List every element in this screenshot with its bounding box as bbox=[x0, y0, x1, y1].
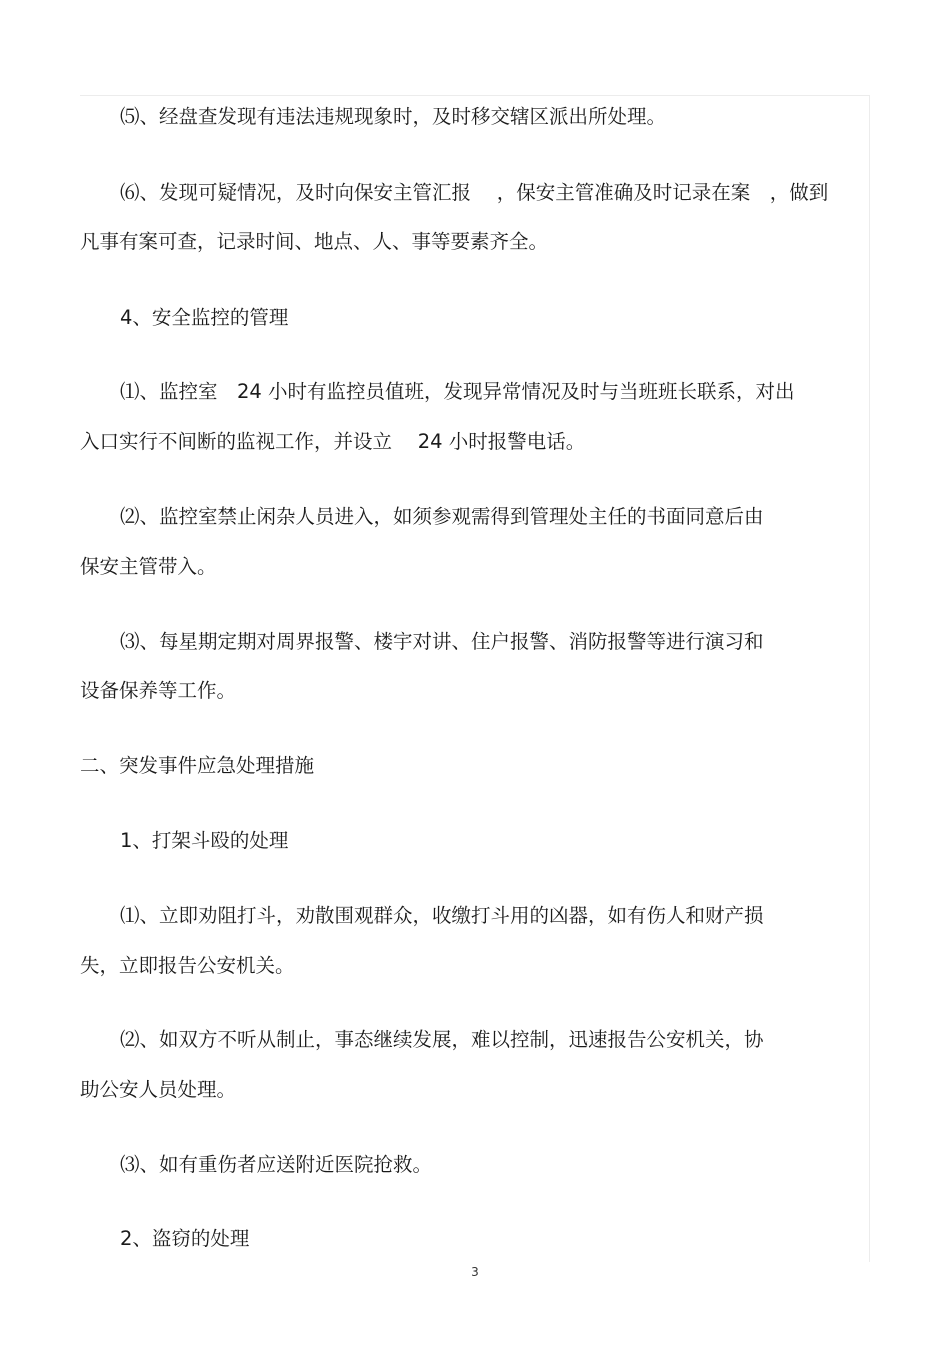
paragraph-9-line-2: 失，立即报告公安机关。 bbox=[80, 954, 295, 977]
paragraph-10-line-1: ⑵、如双方不听从制止，事态继续发展，难以控制，迅速报告公安机关，协 bbox=[120, 1028, 764, 1051]
page-frame-top-border bbox=[80, 95, 870, 96]
page-frame-right-border bbox=[869, 95, 870, 1262]
section-heading-2: 二、突发事件应急处理措施 bbox=[80, 754, 315, 777]
paragraph-10-line-2: 助公安人员处理。 bbox=[80, 1078, 237, 1101]
paragraph-4-line-1: ⑴、监控室 24 小时有监控员值班，发现异常情况及时与当班班长联系，对出 bbox=[120, 380, 795, 403]
section-heading-2-1: 1、打架斗殴的处理 bbox=[120, 829, 289, 852]
paragraph-5-line-1: ⑵、监控室禁止闲杂人员进入，如须参观需得到管理处主任的书面同意后由 bbox=[120, 505, 764, 528]
paragraph-5-line-2: 保安主管带入。 bbox=[80, 555, 217, 578]
paragraph-9-line-1: ⑴、立即劝阻打斗，劝散围观群众，收缴打斗用的凶器，如有伤人和财产损 bbox=[120, 904, 764, 927]
section-heading-2-2: 2、盗窃的处理 bbox=[120, 1227, 250, 1250]
section-heading-4: 4、安全监控的管理 bbox=[120, 306, 289, 329]
paragraph-4-line-2: 入口实行不间断的监视工作，并设立 24 小时报警电话。 bbox=[80, 430, 586, 453]
paragraph-2-line-1: ⑹、发现可疑情况，及时向保安主管汇报 ，保安主管准确及时记录在案 ，做到 bbox=[120, 181, 829, 204]
paragraph-6-line-1: ⑶、每星期定期对周界报警、楼宇对讲、住户报警、消防报警等进行演习和 bbox=[120, 630, 764, 653]
paragraph-6-line-2: 设备保养等工作。 bbox=[80, 679, 237, 702]
paragraph-1-line-1: ⑸、经盘查发现有违法违规现象时，及时移交辖区派出所处理。 bbox=[120, 105, 667, 128]
page-number: 3 bbox=[471, 1265, 479, 1279]
paragraph-2-line-2: 凡事有案可查，记录时间、地点、人、事等要素齐全。 bbox=[80, 230, 549, 253]
paragraph-11-line-1: ⑶、如有重伤者应送附近医院抢救。 bbox=[120, 1153, 433, 1176]
